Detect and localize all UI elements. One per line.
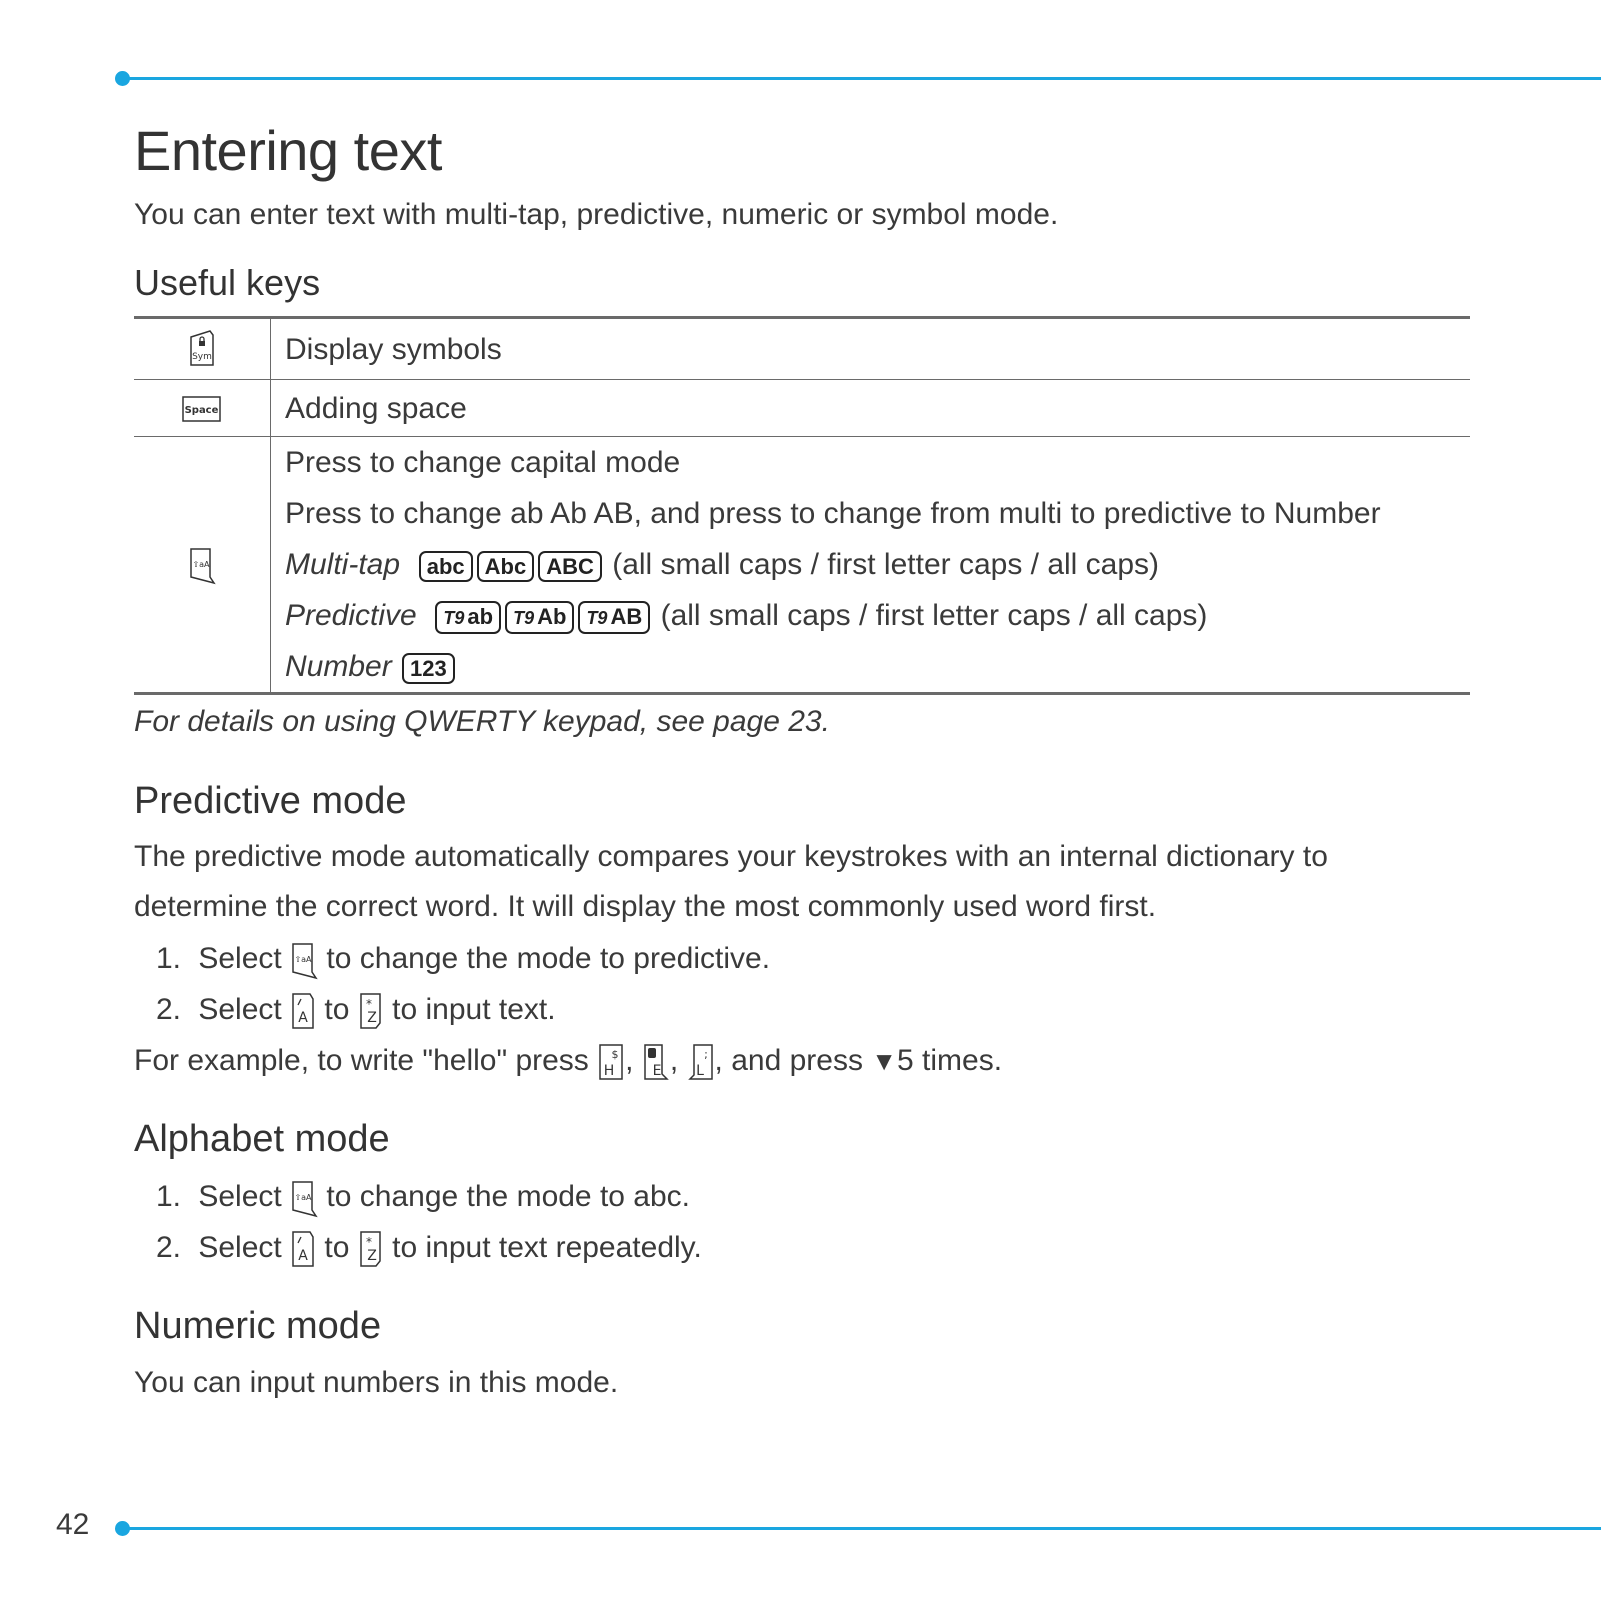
sym-key-desc [271,318,1471,380]
shift-case-key-icon [290,1178,318,1218]
example-text: , and press [714,1043,863,1077]
multitap-badge-ABC: ABC [538,551,602,582]
example-text: , [625,1043,634,1077]
multitap-badge-Abc: Abc [477,551,535,582]
qwerty-note: For details on using QWERTY keypad, see page 23. [134,705,830,738]
number-line [285,641,1470,692]
multitap-line [285,539,1470,590]
space-key-desc [271,380,1471,437]
page-number: 42 [56,1508,90,1541]
case-key-desc [271,437,1471,694]
adding-space-text: Adding space [285,391,467,425]
svg-text:$: $ [611,1048,619,1061]
step-text: to input text. [392,992,556,1026]
example-text: For example, to write "hello" press [134,1043,589,1077]
space-key-label: Space [184,405,219,417]
sym-key-cell [134,318,271,380]
multitap-badge-abc: abc [419,551,473,582]
number-label: Number [285,650,392,683]
svg-text:;: ; [703,1048,708,1061]
sym-key-icon [188,329,216,369]
case-key-cell [134,437,271,694]
step-text: to change the mode to predictive. [326,941,771,975]
svg-text:⇧aA: ⇧aA [294,955,312,964]
step-text: Select [198,1179,282,1213]
multitap-desc: (all small caps / first letter caps / all caps) [612,548,1160,581]
example-text: , [669,1043,679,1077]
svg-text:Sym: Sym [192,352,212,362]
number-badge-123: 123 [402,653,455,684]
step-number: 2. [156,992,182,1026]
predictive-para-2: determine the correct word. It will display the most commonly used word first. [134,890,1157,923]
change-mode-text: Press to change ab Ab AB, and press to change from multi to predictive to Number [285,497,1381,530]
t9-icon: T9 [513,607,535,628]
svg-text:*: * [365,1235,372,1249]
alphabet-step-2 [156,1229,702,1269]
space-key-cell [134,380,271,437]
step-text: to input text repeatedly. [392,1230,702,1264]
z-key-icon [358,1229,384,1269]
table-row [134,437,1470,694]
predictive-step-1 [156,940,770,980]
predictive-badge-AB: T9 AB [578,601,650,634]
predictive-badge-Ab: T9 Ab [505,601,574,634]
svg-text:*: * [365,997,372,1011]
svg-text:Z: Z [367,1010,377,1026]
useful-keys-heading: Useful keys [134,262,321,303]
table-row [134,380,1470,437]
svg-text:H: H [603,1063,615,1079]
step-number: 1. [156,1179,182,1213]
multitap-label: Multi-tap [285,548,401,581]
shift-case-key-icon [290,940,318,980]
predictive-badge-ab: T9 ab [435,601,501,634]
table-row [134,318,1470,380]
predictive-mode-heading: Predictive mode [134,780,407,822]
a-key-icon [290,991,316,1031]
intro-text: You can enter text with multi-tap, predictive, numeric or symbol mode. [134,198,1059,231]
alphabet-mode-heading: Alphabet mode [134,1118,390,1160]
step-text: to [324,992,350,1026]
alphabet-step-1 [156,1178,690,1218]
numeric-mode-heading: Numeric mode [134,1305,382,1347]
numeric-para: You can input numbers in this mode. [134,1366,619,1399]
step-number: 2. [156,1230,182,1264]
h-key-icon [597,1042,625,1082]
svg-text:L: L [695,1063,704,1079]
t9-icon: T9 [443,607,465,628]
top-rule [122,77,1601,80]
step-text: to [324,1230,350,1264]
shift-case-key-icon [188,545,216,585]
top-rule-dot [115,71,130,86]
svg-text:A: A [298,1248,308,1264]
display-symbols-text: Display symbols [285,332,502,366]
down-arrow-icon: ▼ [871,1045,898,1076]
capital-mode-text: Press to change capital mode [285,446,681,479]
svg-text:E: E [652,1063,662,1079]
predictive-line [285,590,1470,641]
step-text: Select [198,1230,282,1264]
svg-text:A: A [298,1010,308,1026]
space-key-icon [182,395,222,423]
svg-text:⇧aA: ⇧aA [294,1193,312,1202]
z-key-icon [358,991,384,1031]
svg-text:Z: Z [367,1248,377,1264]
page-title: Entering text [134,119,442,182]
bottom-rule-dot [115,1521,130,1536]
useful-keys-table [134,316,1470,695]
bottom-rule [122,1527,1601,1530]
predictive-label: Predictive [285,599,417,632]
e-key-icon [642,1042,670,1082]
t9-icon: T9 [586,607,608,628]
step-text: to change the mode to abc. [326,1179,691,1213]
step-text: Select [198,941,282,975]
predictive-desc: (all small caps / first letter caps / all caps) [660,599,1208,632]
l-key-icon [687,1042,715,1082]
svg-text:⇧aA: ⇧aA [192,559,210,569]
predictive-para-1: The predictive mode automatically compares your keystrokes with an internal dictionary to [134,840,1328,873]
example-text: 5 times. [897,1043,1003,1077]
example-line [134,1042,1002,1082]
predictive-step-2 [156,991,556,1031]
a-key-icon [290,1229,316,1269]
step-number: 1. [156,941,182,975]
step-text: Select [198,992,282,1026]
